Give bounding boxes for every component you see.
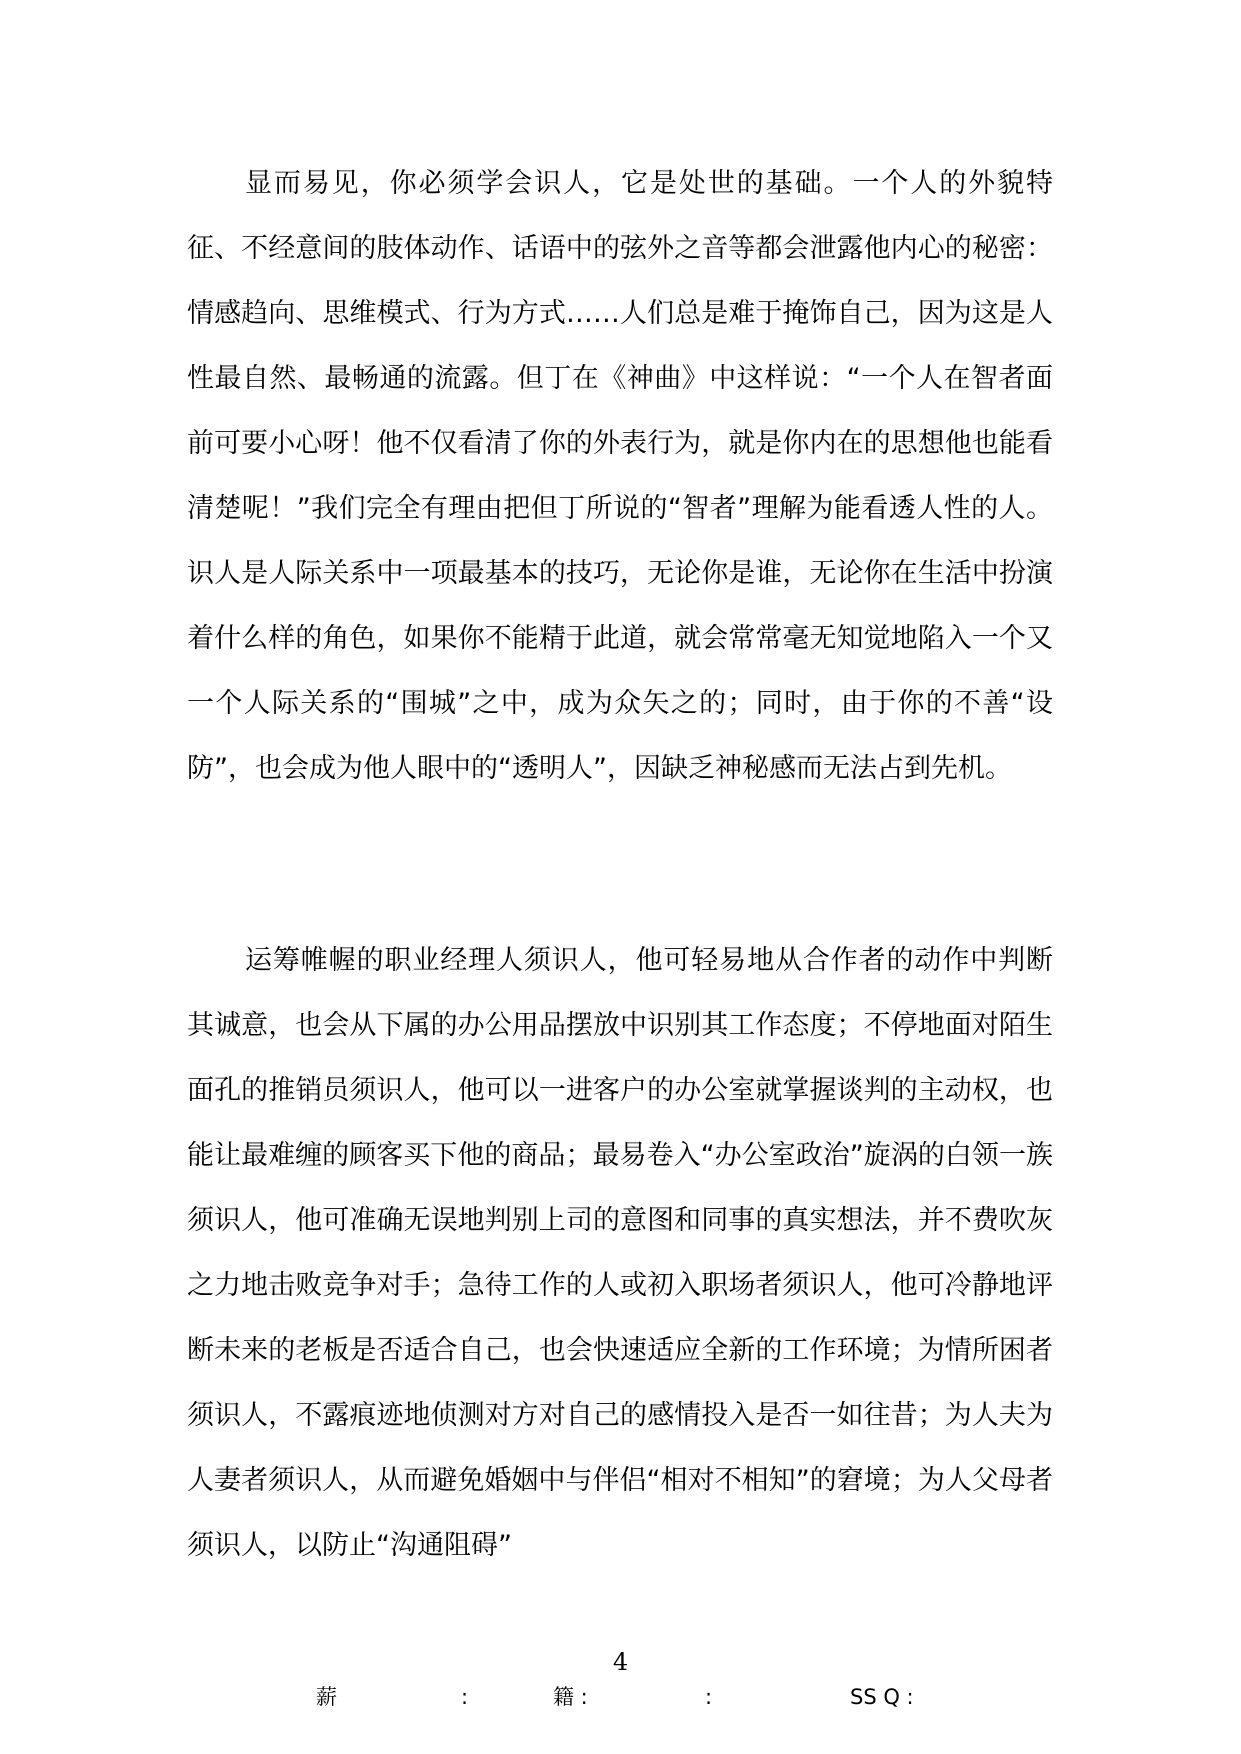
page-number: 4 bbox=[612, 1648, 629, 1676]
page-footer bbox=[0, 1681, 1241, 1713]
footer-label-3: SS Q : bbox=[850, 1685, 914, 1709]
footer-label-1: 薪 bbox=[316, 1685, 337, 1709]
footer-colon-2: : bbox=[705, 1685, 713, 1709]
paragraph-2: 运筹帷幄的职业经理人须识人，他可轻易地从合作者的动作中判断其诚意，也会从下属的办公用品摆放中识别其工作态度；不停地面对陌生面孔的推销员须识人，他可以一进客户的办公室就掌握谈判的主动权，也能让最难缠的顾客买下他的商品；最易卷入“办公室政治”旋涡的白领一族须识人，他可准确无误地判别上司的意图和同事的真实想法，并不费吹灰之力地击败竞争对手；急待工作的人或初入职场者须识人，他可冷静地评断未来的老板是否适合自己，也会快速适应全新的工作环境；为情所困者须识人，不露痕迹地侦测对方对自己的感情投入是否一如往昔；为人夫为人妻者须识人，从而避免婚姻中与伴侣“相对不相知”的窘境；为人父母者须识人，以防止“沟通阻碍” bbox=[187, 945, 1053, 1561]
paragraph-1: 显而易见，你必须学会识人，它是处世的基础。一个人的外貌特征、不经意间的肢体动作、话语中的弦外之音等都会泄露他内心的秘密：情感趋向、思维模式、行为方式……人们总是难于掩饰自己，因为这是人性最自然、最畅通的流露。但丁在《神曲》中这样说：“一个人在智者面前可要小心呀！他不仅看清了你的外表行为，就是你内在的思想他也能看清楚呢！”我们完全有理由把但丁所说的“智者”理解为能看透人性的人。识人是人际关系中一项最基本的技巧，无论你是谁，无论你在生活中扮演着什么样的角色，如果你不能精于此道，就会常常毫无知觉地陷入一个又一个人际关系的“围城”之中，成为众矢之的；同时，由于你的不善“设防”，也会成为他人眼中的“透明人”，因缺乏神秘感而无法占到先机。 bbox=[187, 168, 1053, 784]
footer-label-2: 籍 : bbox=[553, 1685, 588, 1709]
footer-colon-1: : bbox=[461, 1685, 469, 1709]
